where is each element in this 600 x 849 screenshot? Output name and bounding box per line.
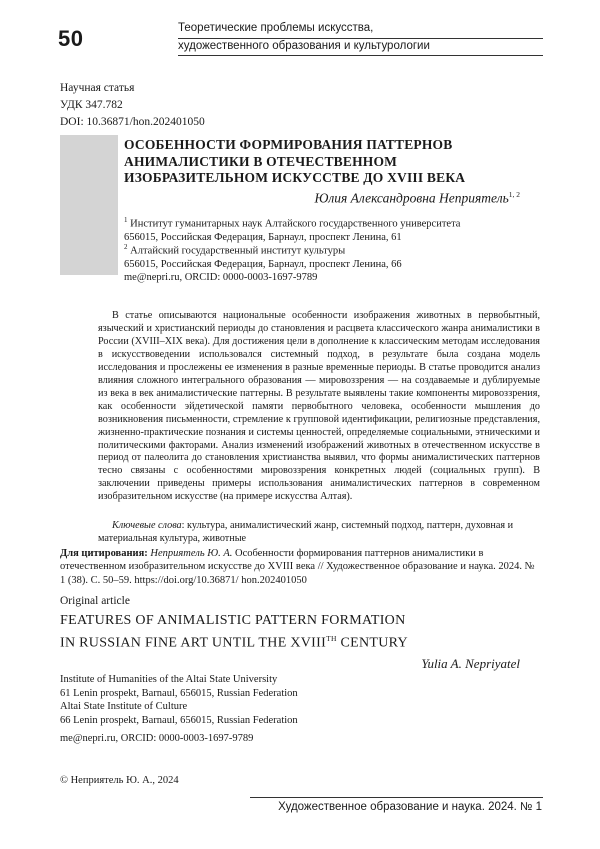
page-number: 50 xyxy=(58,26,84,51)
abstract xyxy=(98,310,540,504)
footer-divider xyxy=(250,797,543,798)
header-divider-bottom xyxy=(178,55,543,56)
udc-code: УДК 347.782 xyxy=(60,99,123,111)
author-ru-name: Юлия Александровна Неприятель xyxy=(314,190,509,206)
affil1-sup: 1 xyxy=(124,216,128,224)
title-ru-line1: ОСОБЕННОСТИ ФОРМИРОВАНИЯ ПАТТЕРНОВ xyxy=(124,137,453,152)
keywords-label: Ключевые слова xyxy=(112,520,182,531)
affil-en-line3: Altai State Institute of Culture xyxy=(60,701,188,712)
affil-en-line2: 61 Lenin prospekt, Barnaul, 656015, Russian Federation xyxy=(60,687,298,699)
affil1-line1: Институт гуманитарных наук Алтайского государственного университета xyxy=(130,218,461,230)
affil2-line1: Алтайский государственный институт культуры xyxy=(130,245,346,257)
author-en: Yulia A. Nepriyatel xyxy=(421,656,520,671)
title-ru-line3: ИЗОБРАЗИТЕЛЬНОМ ИСКУССТВЕ ДО XVIII ВЕКА xyxy=(124,170,466,185)
affil-en-line1: Institute of Humanities of the Altai State University xyxy=(60,674,278,685)
affil2-sup: 2 xyxy=(124,243,128,251)
contact-en: me@nepri.ru, ORCID: 0000-0003-1697-9789 xyxy=(60,733,254,744)
affil-en-line4: 66 Lenin prospekt, Barnaul, 656015, Russian Federation xyxy=(60,714,298,726)
journal-title-line2: художественного образования и культурологии xyxy=(178,40,430,52)
title-en-line2-post: CENTURY xyxy=(336,635,408,651)
abstract-text: В статье описываются национальные особенности изображения животных в первобытный, языческий и христианский периоды до становления и расцвета классического жанра анималистики в России (XVIII–XIX века). Для достижения цели в дополнение к классическим методам исследования в искусствоведении использовался системный подход, в результате была создана модель исследования и прослежены ее изменения в разные временные периоды. В статье проводится анализ влияния сложного интегрального образования — мировоззрения — на создаваемые и дублируемые из века в век анималистические паттерны. В результате выявлены такие компоненты мировоззрения, как особенности эйдетической памяти первобытного человека, особенности мышления до возникновения письменности, стремление к групповой идентификации, религиозные представления, жизненно-практические познания и системы ценностей, определяемые социальными, этническими и политическими факторами. Анализ изменений изображений животных в отечественном искусстве в период от палеолита до становления христианства выявил, что формы анималистических паттернов тесно связаны с особенностями мировоззрения конкретных людей (социальных групп). В заключении приведены примеры использования анималистических паттернов в современном изобразительном искусстве (на примере искусства Алтая). xyxy=(98,310,540,503)
citation-label: Для цитирования: xyxy=(60,548,148,559)
affil1-line2: 656015, Российская Федерация, Барнаул, проспект Ленина, 61 xyxy=(124,232,402,243)
affiliation-ru-2 xyxy=(124,241,402,272)
citation-author: Неприятель Ю. А. xyxy=(150,548,233,559)
title-en-line1: FEATURES OF ANIMALISTIC PATTERN FORMATION xyxy=(60,613,406,628)
citation-text: Особенности формирования паттернов анималистики в отечественном изобразительном искусстве до XVIII века // Художественное образование и наука. 2024. № 1 (38). С. 50–59. https://doi.org/10.36871/ hon.202401050 xyxy=(60,548,535,586)
title-accent-block xyxy=(60,135,118,275)
affil2-line2: 656015, Российская Федерация, Барнаул, проспект Ленина, 66 xyxy=(124,259,402,270)
copyright: © Неприятель Ю. А., 2024 xyxy=(60,775,179,786)
contact-ru: me@nepri.ru, ORCID: 0000-0003-1697-9789 xyxy=(124,272,318,283)
keywords-text: : культура, анималистический жанр, системный подход, паттерн, духовная и материальная культура, животные xyxy=(98,520,514,544)
affiliation-en xyxy=(60,673,298,727)
article-type-en: Original article xyxy=(60,595,130,607)
article-title-ru xyxy=(124,137,524,187)
article-type: Научная статья xyxy=(60,82,135,94)
affiliation-ru-1 xyxy=(124,214,460,245)
title-en-sup: TH xyxy=(326,634,337,643)
journal-title-line1: Теоретические проблемы искусства, xyxy=(178,22,374,34)
article-title-en xyxy=(60,612,408,653)
title-ru-line2: АНИМАЛИСТИКИ В ОТЕЧЕСТВЕННОМ xyxy=(124,153,398,169)
author-ru-sup: 1, 2 xyxy=(508,190,520,199)
keywords xyxy=(98,519,540,545)
doi: DOI: 10.36871/hon.202401050 xyxy=(60,116,205,128)
header-divider xyxy=(178,38,543,39)
footer-journal: Художественное образование и наука. 2024. № 1 xyxy=(278,801,542,813)
citation xyxy=(60,547,540,587)
author-ru xyxy=(314,190,520,207)
title-en-line2-pre: IN RUSSIAN FINE ART UNTIL THE XVIII xyxy=(60,635,327,651)
